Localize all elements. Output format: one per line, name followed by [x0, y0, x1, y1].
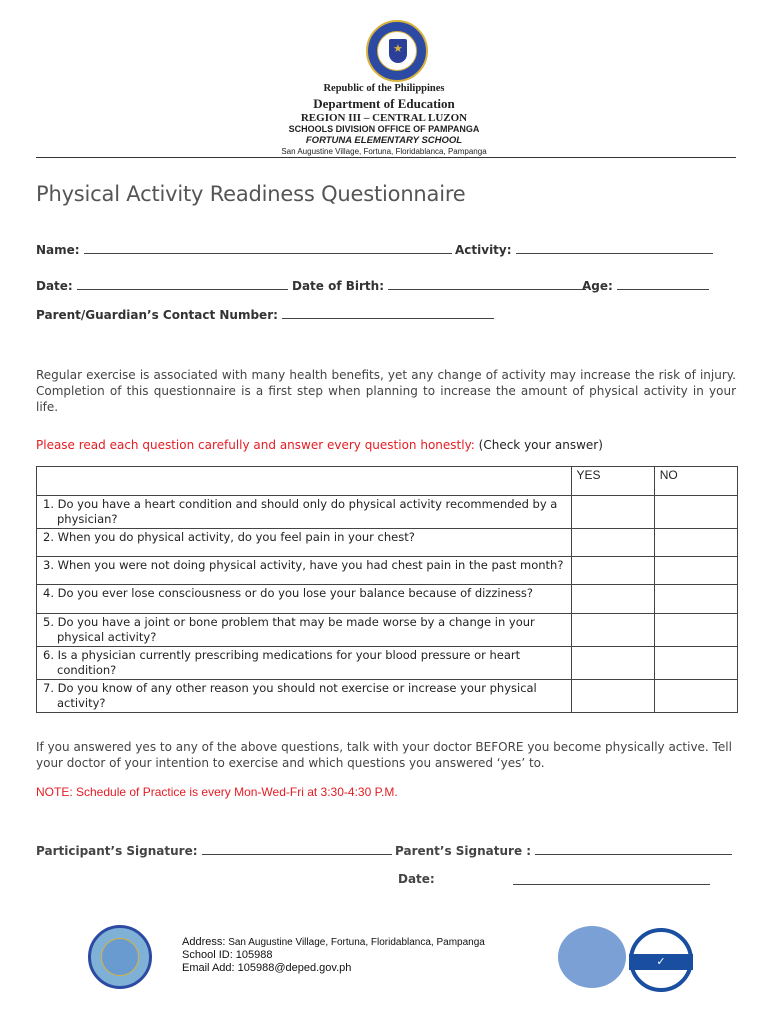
blue-ellipse-shape — [558, 926, 626, 988]
parent-signature-label: Parent’s Signature : — [395, 844, 532, 858]
table-row — [37, 529, 738, 557]
instruction-black: (Check your answer) — [474, 438, 603, 452]
questionnaire-table — [36, 466, 738, 713]
age-label: Age: — [582, 279, 613, 293]
certification-logo-icon: ✓ — [629, 928, 693, 992]
no-checkbox-1[interactable] — [654, 496, 737, 529]
signature-date-line[interactable] — [513, 873, 710, 885]
question-5: 5. Do you have a joint or bone problem that may be made worse by a change in your physical activity? — [37, 614, 572, 647]
date-field[interactable] — [36, 278, 288, 293]
signature-date-label: Date: — [398, 872, 435, 886]
activity-field[interactable] — [455, 242, 713, 257]
yes-checkbox-2[interactable] — [571, 529, 654, 557]
instruction-red: Please read each question carefully and answer every question honestly: — [36, 438, 475, 452]
division-line: SCHOOLS DIVISION OFFICE OF PAMPANGA — [288, 124, 480, 134]
header-no: NO — [654, 467, 737, 496]
yes-checkbox-6[interactable] — [571, 647, 654, 680]
yes-checkbox-5[interactable] — [571, 614, 654, 647]
date-label: Date: — [36, 279, 73, 293]
region-line: REGION III – CENTRAL LUZON — [300, 112, 468, 124]
question-7: 7. Do you know of any other reason you should not exercise or increase your physical activity? — [37, 680, 572, 713]
header-question — [37, 467, 572, 496]
table-header-row — [37, 467, 738, 496]
footer-email: Email Add: 105988@deped.gov.ph — [182, 962, 352, 974]
yes-checkbox-4[interactable] — [571, 585, 654, 614]
no-checkbox-5[interactable] — [654, 614, 737, 647]
no-checkbox-3[interactable] — [654, 557, 737, 585]
department-line: Department of Education — [313, 96, 455, 111]
no-checkbox-6[interactable] — [654, 647, 737, 680]
table-row — [37, 614, 738, 647]
footer-school-id: School ID: 105988 — [182, 949, 273, 961]
activity-label: Activity: — [455, 243, 512, 257]
name-line[interactable] — [84, 242, 452, 254]
page-title: Physical Activity Readiness Questionnaire — [36, 182, 466, 206]
dob-line[interactable] — [388, 278, 586, 290]
parent-signature-line[interactable] — [535, 843, 732, 855]
table-row — [37, 647, 738, 680]
question-2: 2. When you do physical activity, do you feel pain in your chest? — [37, 529, 572, 557]
footer-address: San Augustine Village, Fortuna, Floridablanca, Pampanga — [225, 937, 485, 948]
table-row — [37, 557, 738, 585]
participant-signature-field[interactable] — [36, 843, 392, 858]
school-line: FORTUNA ELEMENTARY SCHOOL — [305, 135, 463, 146]
contact-label: Parent/Guardian’s Contact Number: — [36, 308, 278, 322]
advice-paragraph: If you answered yes to any of the above questions, talk with your doctor BEFORE you become physically active. Tell your doctor of your intention to exercise and which questions you answered ‘yes’ to. — [36, 740, 732, 770]
activity-line[interactable] — [516, 242, 713, 254]
header-divider — [36, 157, 736, 158]
age-field[interactable] — [582, 278, 709, 293]
parent-signature-field[interactable] — [395, 843, 732, 858]
contact-line[interactable] — [282, 307, 494, 319]
age-line[interactable] — [617, 278, 709, 290]
name-label: Name: — [36, 243, 80, 257]
footer-address-label: Address: — [182, 936, 226, 948]
school-address-line: San Augustine Village, Fortuna, Floridablanca, Pampanga — [281, 147, 487, 156]
no-checkbox-7[interactable] — [654, 680, 737, 713]
intro-paragraph: Regular exercise is associated with many health benefits, yet any change of activity may increase the risk of injury. Completion of this questionnaire is a first step when planning to increase the amount of physical activity in your life. — [36, 368, 736, 414]
question-3: 3. When you were not doing physical activity, have you had chest pain in the past month? — [37, 557, 572, 585]
contact-field[interactable] — [36, 307, 494, 322]
table-row — [37, 680, 738, 713]
question-1: 1. Do you have a heart condition and should only do physical activity recommended by a physician? — [37, 496, 572, 529]
school-logo-icon — [88, 925, 152, 989]
footer-contact — [182, 936, 485, 975]
practice-note: NOTE: Schedule of Practice is every Mon-Wed-Fri at 3:30-4:30 P.M. — [36, 785, 398, 799]
table-row — [37, 585, 738, 614]
instruction-line — [36, 437, 736, 453]
dob-field[interactable] — [292, 278, 586, 293]
dob-label: Date of Birth: — [292, 279, 385, 293]
header-yes: YES — [571, 467, 654, 496]
yes-checkbox-1[interactable] — [571, 496, 654, 529]
yes-checkbox-7[interactable] — [571, 680, 654, 713]
table-row — [37, 496, 738, 529]
yes-checkbox-3[interactable] — [571, 557, 654, 585]
question-6: 6. Is a physician currently prescribing medications for your blood pressure or heart condition? — [37, 647, 572, 680]
question-4: 4. Do you ever lose consciousness or do you lose your balance because of dizziness? — [37, 585, 572, 614]
deped-seal-icon: ★ — [366, 20, 428, 82]
name-field[interactable] — [36, 242, 452, 257]
date-line[interactable] — [77, 278, 288, 290]
participant-signature-label: Participant’s Signature: — [36, 844, 198, 858]
participant-signature-line[interactable] — [202, 843, 392, 855]
no-checkbox-4[interactable] — [654, 585, 737, 614]
no-checkbox-2[interactable] — [654, 529, 737, 557]
republic-line: Republic of the Philippines — [323, 83, 445, 94]
